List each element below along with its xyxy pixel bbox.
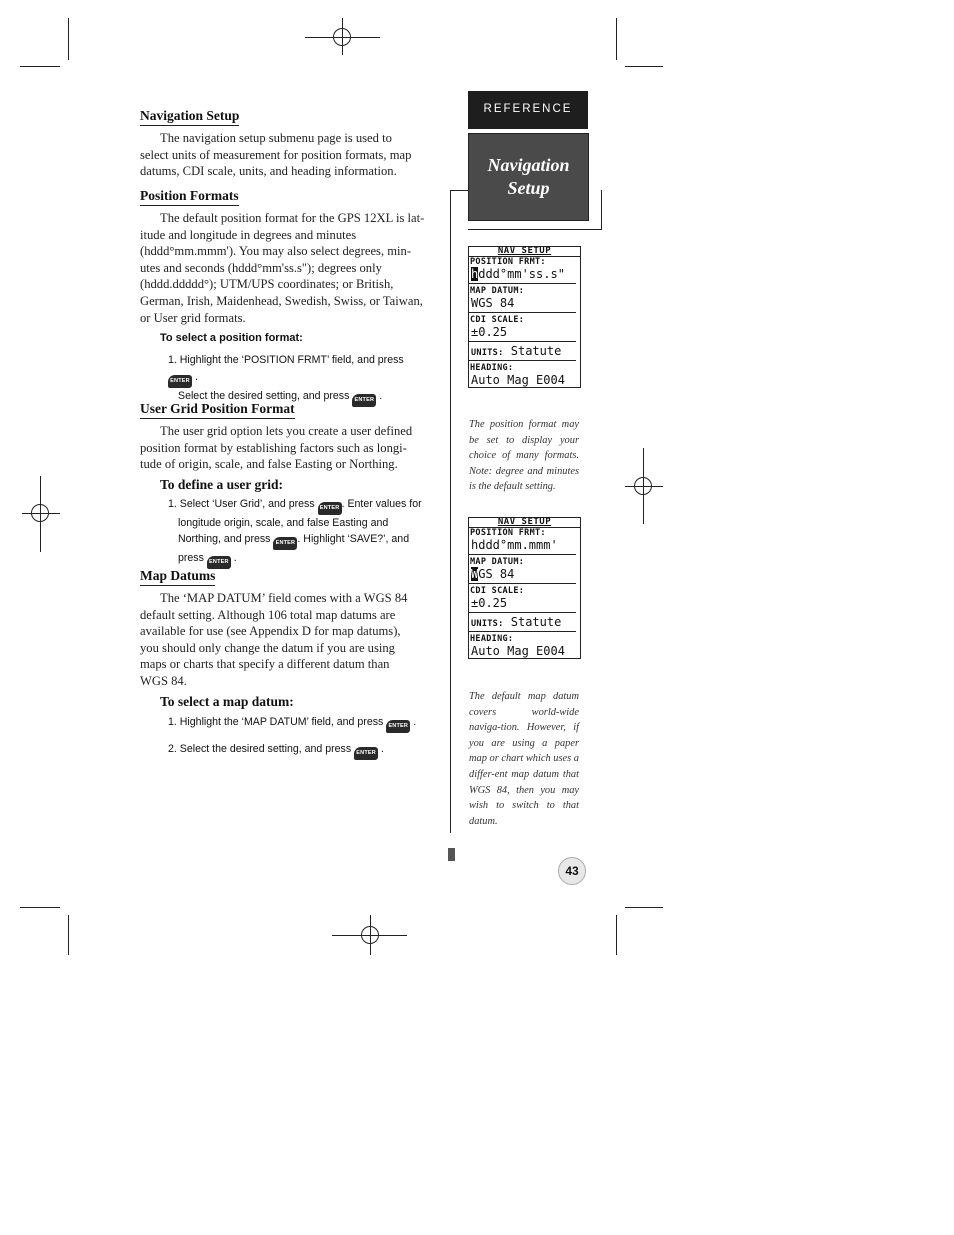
cdi-scale-value: ±0.25 (471, 596, 508, 610)
cdi-scale-label: CDI SCALE: (470, 586, 525, 596)
enter-key-icon: ENTER (168, 375, 192, 388)
position-format-label: POSITION FRMT: (470, 257, 546, 267)
cursor: h (471, 267, 479, 281)
section-navigation-setup (140, 107, 425, 180)
procedure-steps: 1. Select ‘User Grid’, and press ENTER . Enter values for longitude origin, scale, and false Easting and Northing, and press ENTER . Highlight ‘SAVE?’, and press ENTER . (168, 496, 425, 570)
gps-screen-map-datum (468, 517, 581, 659)
map-datum-label: MAP DATUM: (470, 557, 525, 567)
enter-key-icon: ENTER (207, 556, 231, 569)
enter-key-icon: ENTER (386, 720, 410, 733)
map-datum-value: WGS 84 (471, 296, 515, 310)
heading-label: HEADING: (470, 363, 514, 373)
section-map-datums (140, 567, 425, 760)
units-row: UNITS: Statute (471, 344, 562, 358)
section-body: The navigation setup submenu page is used to select units of measurement for position formats, map datums, CDI scale, units, and heading information. (140, 131, 412, 179)
tab-rule-bottom (468, 229, 601, 230)
procedure-steps: 1. Highlight the ‘MAP DATUM’ field, and press ENTER . 2. Select the desired setting, and press ENTER . (168, 714, 425, 760)
position-format-value: hddd°mm.mmm' (471, 538, 558, 552)
enter-key-icon: ENTER (273, 537, 297, 550)
heading-value: Auto Mag E004 (471, 373, 565, 387)
enter-key-icon: ENTER (352, 394, 376, 407)
gps-screen-position-format (468, 246, 581, 388)
cdi-scale-value: ±0.25 (471, 325, 508, 339)
section-heading: Position Formats (140, 188, 239, 206)
section-body: The default position format for the GPS 12XL is lat- itude and longitude in degrees and minutes (hddd°mm.mmm'). You may also select degrees, min- utes and seconds (hddd°mm'ss.s"); degrees only (hddd.ddddd°); UTM/UPS coordinates; or British, German, Irish, Maidenhead, Swedish, Swiss, or Taiwan, or User grid formats. (140, 211, 425, 325)
section-body: The ‘MAP DATUM’ field comes with a WGS 84 default setting. Although 106 total map datums are available for use (see Appendix D for map datums), you should only change the datum if you are using maps or charts that specify a different datum than WGS 84. (140, 591, 408, 688)
section-user-grid (140, 400, 425, 569)
position-format-label: POSITION FRMT: (470, 528, 546, 538)
procedure-steps: 1. Highlight the ‘POSITION FRMT’ field, and press ENTER . Select the desired setting, and press ENTER . (168, 352, 425, 407)
cdi-scale-label: CDI SCALE: (470, 315, 525, 325)
cursor: W (471, 567, 479, 581)
caption-map-datum: The default map datum covers world-wide naviga-tion. However, if you are using a paper map or chart which uses a differ-ent map datum that WGS 84, then you may wish to switch to that datum. (469, 691, 579, 827)
procedure-title: To define a user grid: (160, 476, 284, 492)
section-heading: User Grid Position Format (140, 401, 295, 419)
heading-value: Auto Mag E004 (471, 644, 565, 658)
caption-position-format: The position format may be set to display your choice of many formats. Note: degree and minutes is the default setting. (469, 419, 579, 493)
chapter-title: Navigation Setup (468, 133, 589, 221)
page-number: 43 (558, 857, 586, 885)
section-position-formats (140, 187, 425, 407)
screen-header: NAV SETUP (469, 247, 580, 257)
enter-key-icon: ENTER (354, 747, 378, 760)
heading-label: HEADING: (470, 634, 514, 644)
enter-key-icon: ENTER (318, 502, 342, 515)
map-datum-value: WGS 84 (471, 567, 515, 581)
position-format-value: hddd°mm'ss.s" (471, 267, 565, 281)
section-heading: Map Datums (140, 568, 215, 586)
units-row: UNITS: Statute (471, 615, 562, 629)
section-heading: Navigation Setup (140, 108, 239, 126)
reference-tab: REFERENCE (468, 91, 588, 129)
screen-header: NAV SETUP (469, 518, 580, 528)
procedure-title: To select a position format: (160, 332, 303, 345)
page-marker (448, 848, 455, 861)
section-body: The user grid option lets you create a user defined position format by establishing factors such as longi- tude of origin, scale, and false Easting or Northing. (140, 424, 413, 472)
column-divider (450, 190, 451, 833)
tab-rule (450, 190, 468, 191)
tab-rule-right (601, 190, 602, 230)
procedure-title: To select a map datum: (160, 693, 294, 709)
map-datum-label: MAP DATUM: (470, 286, 525, 296)
